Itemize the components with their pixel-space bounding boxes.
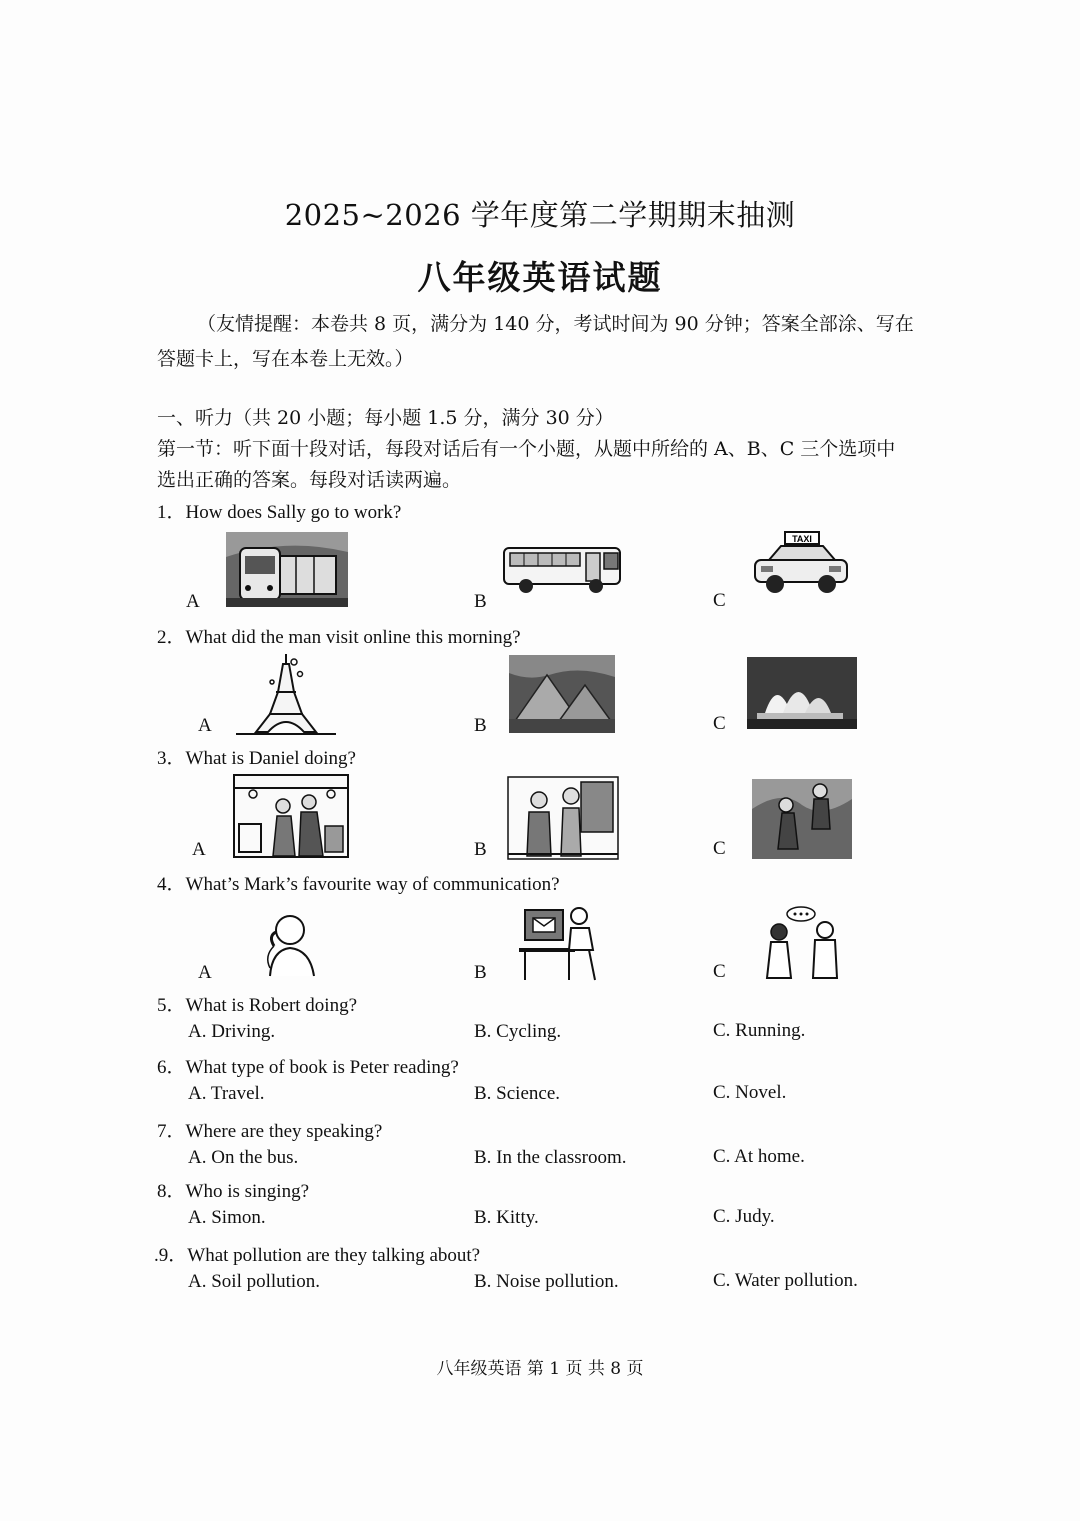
pyramids-icon <box>509 655 615 733</box>
option-a: A. Simon. <box>188 1207 266 1228</box>
section-instruction-1: 第一节：听下面十段对话，每段对话后有一个小题，从题中所给的 A、B、C 三个选项中 <box>157 438 896 460</box>
subway-train-icon <box>226 532 348 607</box>
question-text: What’s Mark’s favourite way of communication? <box>185 874 560 895</box>
question-number: 4． <box>157 874 186 895</box>
option-label: C <box>713 838 726 859</box>
option-b: B. Kitty. <box>474 1207 539 1228</box>
computer-email-icon <box>517 904 601 982</box>
option-a: A. Soil pollution. <box>188 1271 320 1292</box>
telephone-call-icon <box>260 912 320 978</box>
question-number: 2． <box>157 627 186 648</box>
question-number: .9． <box>154 1245 188 1266</box>
option-c: C. At home. <box>713 1146 805 1167</box>
question-text: What is Daniel doing? <box>185 748 356 769</box>
notice-line-2: 答题卡上，写在本卷上无效。） <box>157 348 414 370</box>
option-c: C. Running. <box>713 1020 806 1041</box>
question-text: What did the man visit online this morning? <box>185 627 521 648</box>
question-8 <box>157 1176 309 1203</box>
people-at-station-icon <box>507 776 619 860</box>
bus-icon <box>502 544 624 594</box>
question-7 <box>157 1116 382 1143</box>
question-number: 8． <box>157 1181 186 1202</box>
sydney-opera-house-icon <box>747 657 857 729</box>
option-a: A. Driving. <box>188 1021 276 1042</box>
eiffel-tower-icon <box>236 652 336 736</box>
taxi-icon <box>751 530 851 600</box>
exam-subject-title: 八年级英语试题 <box>417 258 663 297</box>
question-2 <box>157 622 521 649</box>
question-number: 3． <box>157 748 186 769</box>
option-label: B <box>474 591 487 612</box>
question-text: What type of book is Peter reading? <box>185 1057 459 1078</box>
option-label: B <box>474 962 487 983</box>
option-label: A <box>192 839 206 860</box>
section-instruction-2: 选出正确的答案。每段对话读两遍。 <box>157 469 462 491</box>
option-label: A <box>198 715 212 736</box>
option-label: A <box>198 962 212 983</box>
page-footer: 八年级英语 第 1 页 共 8 页 <box>436 1359 644 1379</box>
option-label: B <box>474 839 487 860</box>
question-9 <box>154 1240 480 1267</box>
exam-title: 2025~2026 学年度第二学期期末抽测 <box>284 198 796 232</box>
taxi-sign-text: TAXI <box>792 534 812 544</box>
option-b: B. Science. <box>474 1083 561 1104</box>
option-label: C <box>713 590 726 611</box>
option-c: C. Judy. <box>713 1206 775 1227</box>
option-b: B. In the classroom. <box>474 1147 627 1168</box>
question-number: 5． <box>157 995 186 1016</box>
option-label: B <box>474 715 487 736</box>
question-text: Where are they speaking? <box>185 1121 383 1142</box>
section-heading: 一、听力（共 20 小题；每小题 1.5 分，满分 30 分） <box>157 407 614 429</box>
option-c: C. Novel. <box>713 1082 787 1103</box>
question-number: 1． <box>157 502 186 523</box>
question-text: What is Robert doing? <box>185 995 358 1016</box>
question-text: How does Sally go to work? <box>185 502 402 523</box>
face-to-face-talk-icon <box>763 906 843 980</box>
notice-line-1: （友情提醒：本卷共 8 页，满分为 140 分，考试时间为 90 分钟；答案全部涂、写在 <box>197 313 914 335</box>
question-text: What pollution are they talking about? <box>187 1245 481 1266</box>
question-4 <box>157 869 560 896</box>
option-a: A. Travel. <box>188 1083 265 1104</box>
option-a: A. On the bus. <box>188 1147 299 1168</box>
option-label: C <box>713 961 726 982</box>
question-5 <box>157 990 357 1017</box>
question-1 <box>157 497 401 524</box>
option-label: C <box>713 713 726 734</box>
question-3 <box>157 743 356 770</box>
people-hiking-icon <box>752 779 852 859</box>
question-number: 7． <box>157 1121 186 1142</box>
option-b: B. Noise pollution. <box>474 1271 619 1292</box>
question-number: 6． <box>157 1057 186 1078</box>
people-on-train-icon <box>233 774 349 858</box>
question-text: Who is singing? <box>185 1181 310 1202</box>
option-b: B. Cycling. <box>474 1021 562 1042</box>
question-6 <box>157 1052 459 1079</box>
option-label: A <box>186 591 200 612</box>
option-c: C. Water pollution. <box>713 1270 858 1291</box>
